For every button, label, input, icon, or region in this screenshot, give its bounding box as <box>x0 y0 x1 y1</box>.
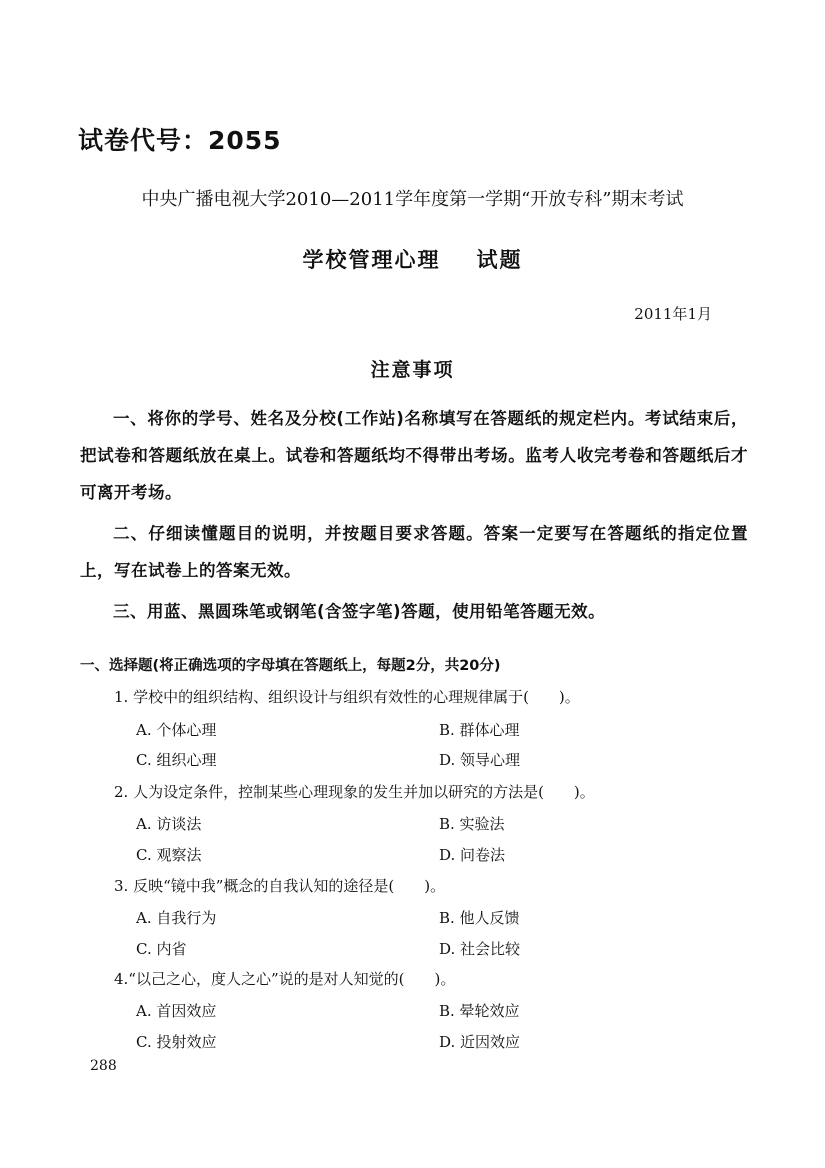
question-4-option-a: A. 首因效应 <box>136 1002 217 1020</box>
question-4-stem: 4.“以己之心，度人之心”说的是对人知觉的( )。 <box>114 970 456 988</box>
exam-title-main: 学校管理心理 <box>302 248 441 272</box>
question-1-stem: 1. 学校中的组织结构、组织设计与组织有效性的心理规律属于( )。 <box>114 688 580 706</box>
question-1-option-a: A. 个体心理 <box>136 721 217 739</box>
question-2-option-d: D. 问卷法 <box>439 846 506 864</box>
question-2-option-c: C. 观察法 <box>136 846 202 864</box>
paper-code: 试卷代号：2055 <box>78 126 282 155</box>
question-1-option-b: B. 群体心理 <box>439 721 520 739</box>
notice-item-2: 二、仔细读懂题目的说明，并按题目要求答题。答案一定要写在答题纸的指定位置上，写在试卷上的答案无效。 <box>80 524 748 580</box>
exam-title <box>0 244 825 274</box>
question-2-option-a: A. 访谈法 <box>136 815 202 833</box>
question-2-stem: 2. 人为设定条件，控制某些心理现象的发生并加以研究的方法是( )。 <box>114 783 595 801</box>
question-1-option-d: D. 领导心理 <box>439 751 521 769</box>
exam-title-sub: 试题 <box>476 248 523 272</box>
question-3-option-b: B. 他人反馈 <box>439 909 520 927</box>
notice-body <box>80 400 748 630</box>
question-2-option-b: B. 实验法 <box>439 815 505 833</box>
notice-item-1: 一、将你的学号、姓名及分校(工作站)名称填写在答题纸的规定栏内。考试结束后，把试卷和答题纸放在桌上。试卷和答题纸均不得带出考场。监考人收完考卷和答题纸后才可离开考场。 <box>80 409 748 502</box>
question-4-option-d: D. 近因效应 <box>439 1033 521 1051</box>
section-heading: 一、选择题(将正确选项的字母填在答题纸上，每题2分，共20分) <box>80 658 501 674</box>
question-3-option-a: A. 自我行为 <box>136 909 217 927</box>
question-4-option-b: B. 晕轮效应 <box>439 1002 520 1020</box>
question-3-option-d: D. 社会比较 <box>439 940 521 958</box>
notice-heading: 注意事项 <box>370 359 455 381</box>
question-1-option-c: C. 组织心理 <box>136 751 217 769</box>
question-3-stem: 3. 反映“镜中我”概念的自我认知的途径是( )。 <box>114 877 446 895</box>
exam-date: 2011年1月 <box>634 305 712 323</box>
question-3-option-c: C. 内省 <box>136 940 187 958</box>
page-number: 288 <box>90 1058 117 1074</box>
university-exam-line: 中央广播电视大学2010—2011学年度第一学期“开放专科”期末考试 <box>141 189 684 210</box>
question-4-option-c: C. 投射效应 <box>136 1033 217 1051</box>
notice-item-3: 三、用蓝、黑圆珠笔或钢笔(含签字笔)答题，使用铅笔答题无效。 <box>113 602 606 621</box>
